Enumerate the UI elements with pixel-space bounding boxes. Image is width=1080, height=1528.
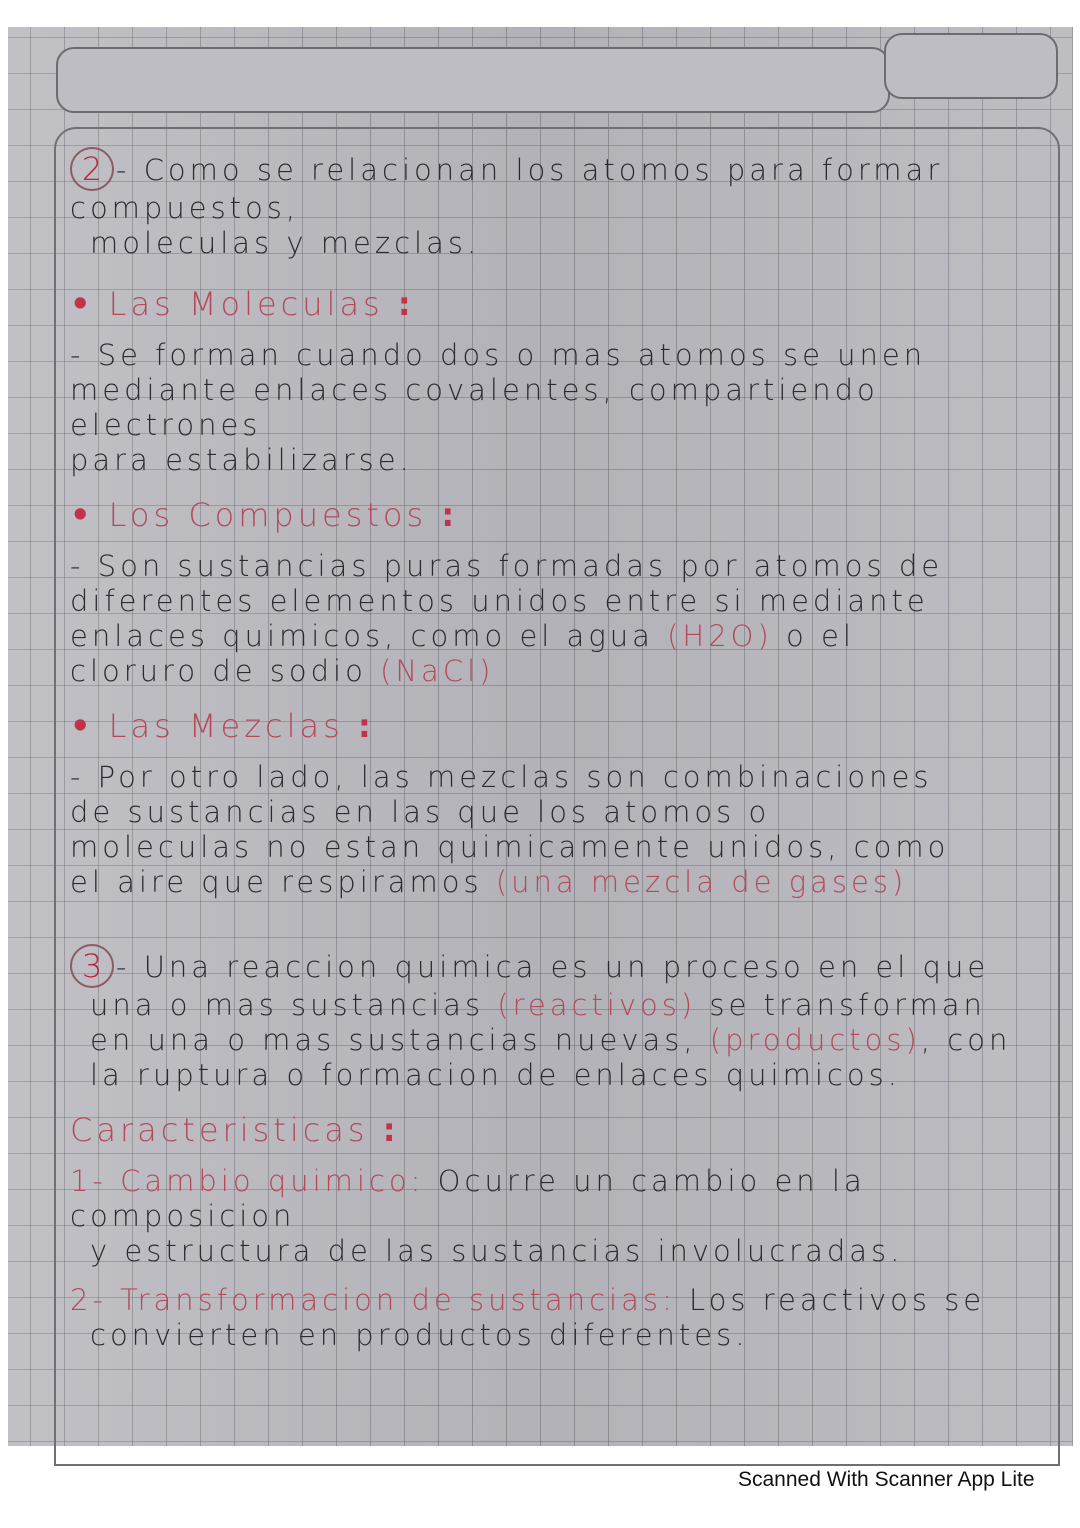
text-line: - Se forman cuando dos o mas atomos se unen xyxy=(70,338,927,372)
text-line: - Son sustancias puras formadas por atomos de xyxy=(70,549,944,583)
productos-label: (productos) xyxy=(709,1023,921,1057)
bullet-dot: • xyxy=(70,496,95,534)
text-line: para estabilizarse. xyxy=(70,443,413,477)
text-line: moleculas no estan quimicamente unidos, como xyxy=(70,830,950,864)
section-heading: Las Mezclas xyxy=(108,707,344,745)
question-2 xyxy=(70,147,1050,261)
bullet-dot: • xyxy=(70,707,95,745)
section-caracteristicas: Caracteristicas : 1- Cambio quimico: Ocurre un cambio en la composicion y estructura de las sustancias involucradas. 2- Transformacion de sustancias: Los reactivos se convierten en productos diferentes. xyxy=(70,1113,1050,1353)
mixture-note: (una mezcla de gases) xyxy=(495,865,908,899)
section-compuestos: • Los Compuestos : - Son sustancias puras formadas por atomos de diferentes elementos unidos entre si mediante enlaces quimicos, como el agua (H2O) o el cloruro de sodio (NaCl) xyxy=(70,498,1050,689)
section-heading: Los Compuestos xyxy=(108,496,428,534)
text-line: enlaces quimicos, como el agua (H2O) o el xyxy=(70,619,855,653)
question-number-badge: 3 xyxy=(70,944,114,988)
text-line: de sustancias en las que los atomos o xyxy=(70,795,771,829)
formula-salt: (NaCl) xyxy=(380,654,495,688)
characteristic-item: 1- Cambio quimico: Ocurre un cambio en la composicion y estructura de las sustancias involucradas. xyxy=(70,1164,904,1268)
characteristic-item: 2- Transformacion de sustancias: Los reactivos se convierten en productos diferentes. xyxy=(70,1283,986,1352)
characteristic-label: 2- Transformacion de sustancias: xyxy=(70,1283,676,1317)
formula-water: (H2O) xyxy=(667,619,773,653)
section-heading: Caracteristicas xyxy=(70,1111,369,1149)
text-line: mediante enlaces covalentes, compartiendo electrones xyxy=(70,373,879,442)
text-line: diferentes elementos unidos entre si mediante xyxy=(70,584,929,618)
question-3: 3 - Una reaccion quimica es un proceso en el que una o mas sustancias (reactivos) se transforman en una o mas sustancias nuevas, (productos), con la ruptura o formacion de enlaces quimicos. xyxy=(70,944,1050,1093)
bullet-dot: • xyxy=(70,285,95,323)
text-line: - Por otro lado, las mezclas son combinaciones xyxy=(70,760,933,794)
section-heading: Las Moleculas xyxy=(108,285,384,323)
scanner-watermark: Scanned With Scanner App Lite xyxy=(738,1468,1035,1491)
question-2-title-line2: moleculas y mezclas. xyxy=(90,226,481,260)
handwritten-notes xyxy=(70,147,1050,1367)
page-date-box xyxy=(884,33,1058,99)
scanned-notebook-page xyxy=(8,27,1073,1446)
question-2-title-line1: Como se relacionan los atomos para formar compuestos, xyxy=(70,153,944,225)
page-header-band xyxy=(56,47,890,113)
section-moleculas: • Las Moleculas : - Se forman cuando dos o mas atomos se unen mediante enlaces covalentes, compartiendo electrones para estabilizarse. xyxy=(70,287,1050,478)
characteristic-label: 1- Cambio quimico: xyxy=(70,1164,425,1198)
text-line: cloruro de sodio (NaCl) xyxy=(70,654,495,688)
reactivos-label: (reactivos) xyxy=(497,988,697,1022)
text-line: el aire que respiramos (una mezcla de gases) xyxy=(70,865,908,899)
question-number-badge: 2 xyxy=(70,147,114,191)
section-mezclas: • Las Mezclas : - Por otro lado, las mezclas son combinaciones de sustancias en las que los atomos o moleculas no estan quimicamente unidos, como el aire que respiramos (una mezcla de gases) xyxy=(70,709,1050,900)
question-prefix: - xyxy=(116,153,131,187)
